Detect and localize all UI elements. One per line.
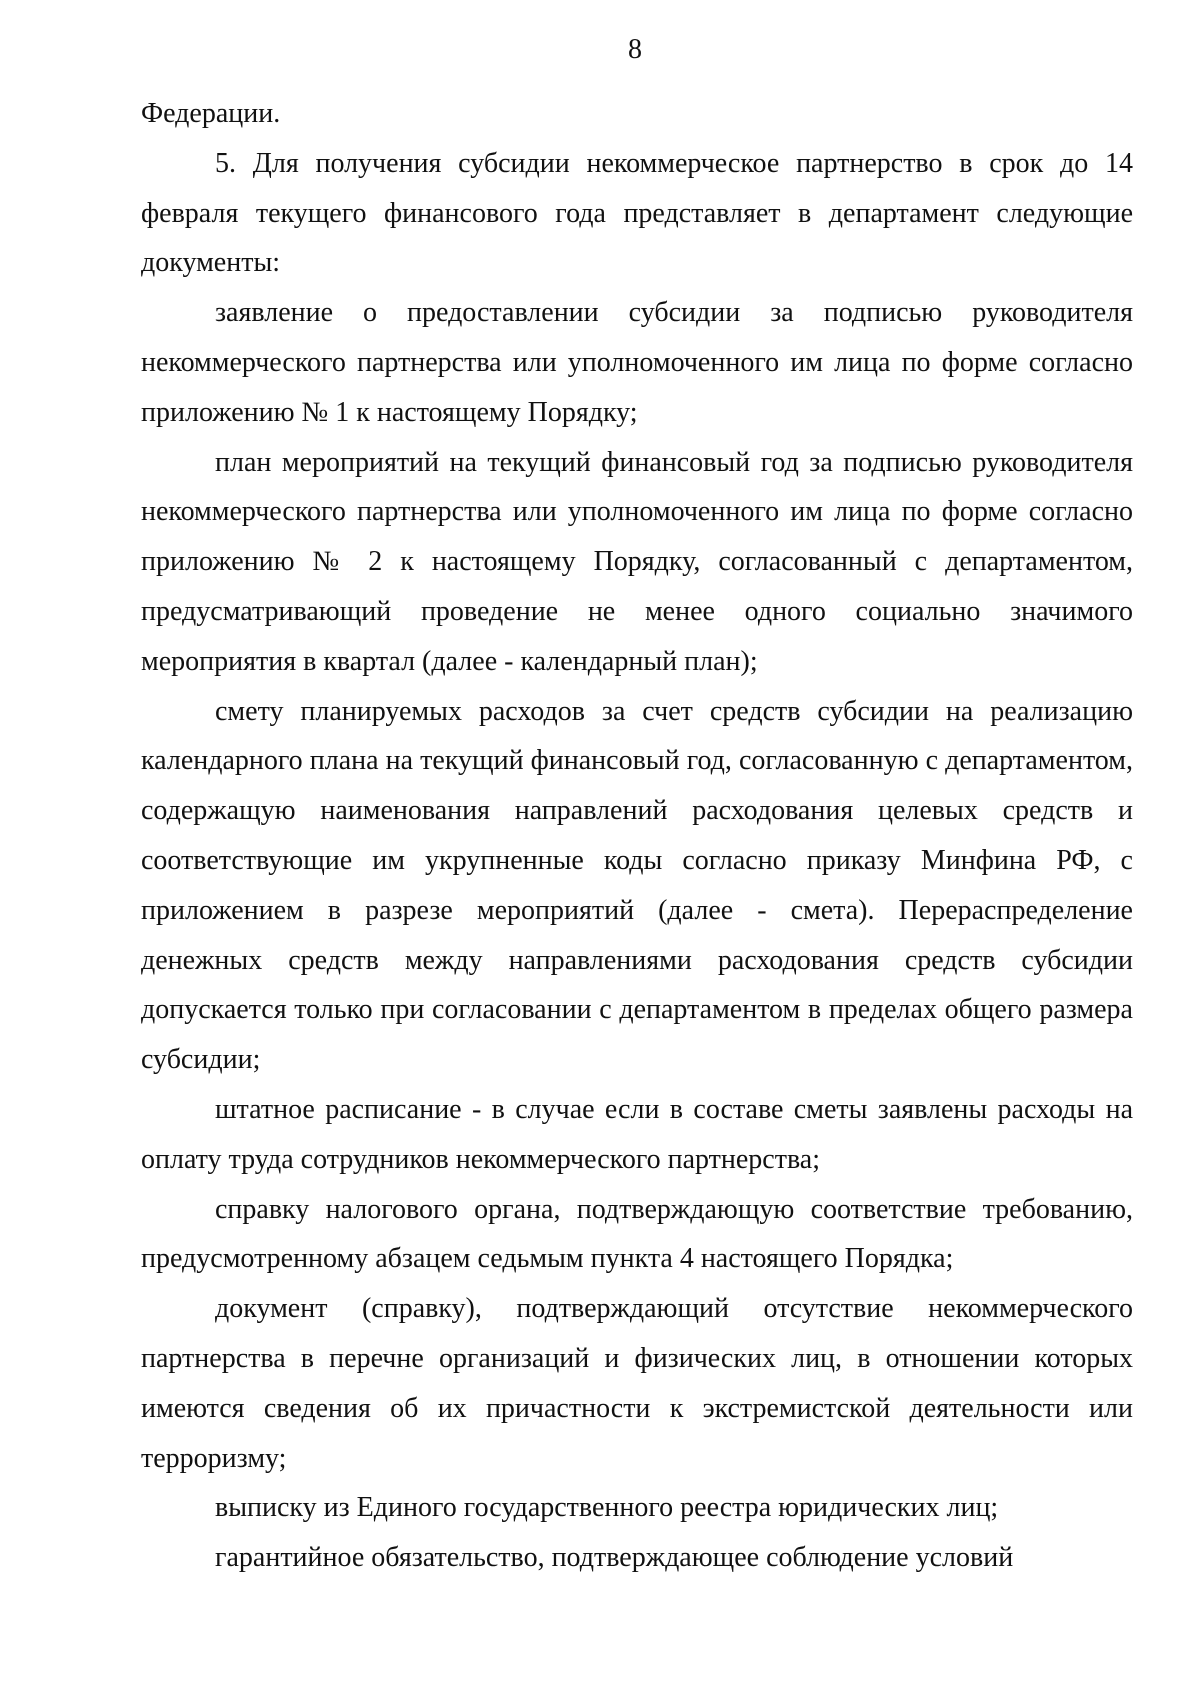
paragraph: документ (справку), подтверждающий отсутствие некоммерческого партнерства в перечне организаций и физических лиц, в отношении которых имеются сведения об их причастности к экстремистской деятельности или терроризму;	[141, 1293, 1133, 1474]
paragraph: смету планируемых расходов за счет средств субсидии на реализацию календарного плана на текущий финансовый год, согласованную с департаментом, содержащую наименования направлений расходования целевых средств и соответствующие им укрупненные коды согласно приказу Минфина РФ, с приложением в разрезе мероприятий (далее - смета). Перераспределение денежных средств между направлениями расходования средств субсидии допускается только при согласовании с департаментом в пределах общего размера субсидии;	[141, 695, 1133, 1076]
paragraph: выписку из Единого государственного реестра юридических лиц;	[215, 1492, 999, 1524]
paragraph: справку налогового органа, подтверждающую соответствие требованию, предусмотренному абзацем седьмым пункта 4 настоящего Порядка;	[141, 1193, 1133, 1275]
paragraph: 5. Для получения субсидии некоммерческое партнерство в срок до 14 февраля текущего финансового года представляет в департамент следующие документы:	[141, 147, 1133, 279]
paragraph: Федерации.	[141, 98, 281, 129]
page-number: 8	[628, 34, 642, 65]
document-body	[141, 89, 1133, 1583]
paragraph: штатное расписание - в случае если в составе сметы заявлены расходы на оплату труда сотрудников некоммерческого партнерства;	[141, 1093, 1133, 1175]
paragraph: план мероприятий на текущий финансовый год за подписью руководителя некоммерческого партнерства или уполномоченного им лица по форме согласно приложению № 2 к настоящему Порядку, согласованный с департаментом, предусматривающий проведение не менее одного социально значимого мероприятия в квартал (далее - календарный план);	[141, 446, 1133, 677]
paragraph: заявление о предоставлении субсидии за подписью руководителя некоммерческого партнерства или уполномоченного им лица по форме согласно приложению № 1 к настоящему Порядку;	[141, 297, 1133, 428]
paragraph: гарантийное обязательство, подтверждающее соблюдение условий	[215, 1542, 1014, 1574]
